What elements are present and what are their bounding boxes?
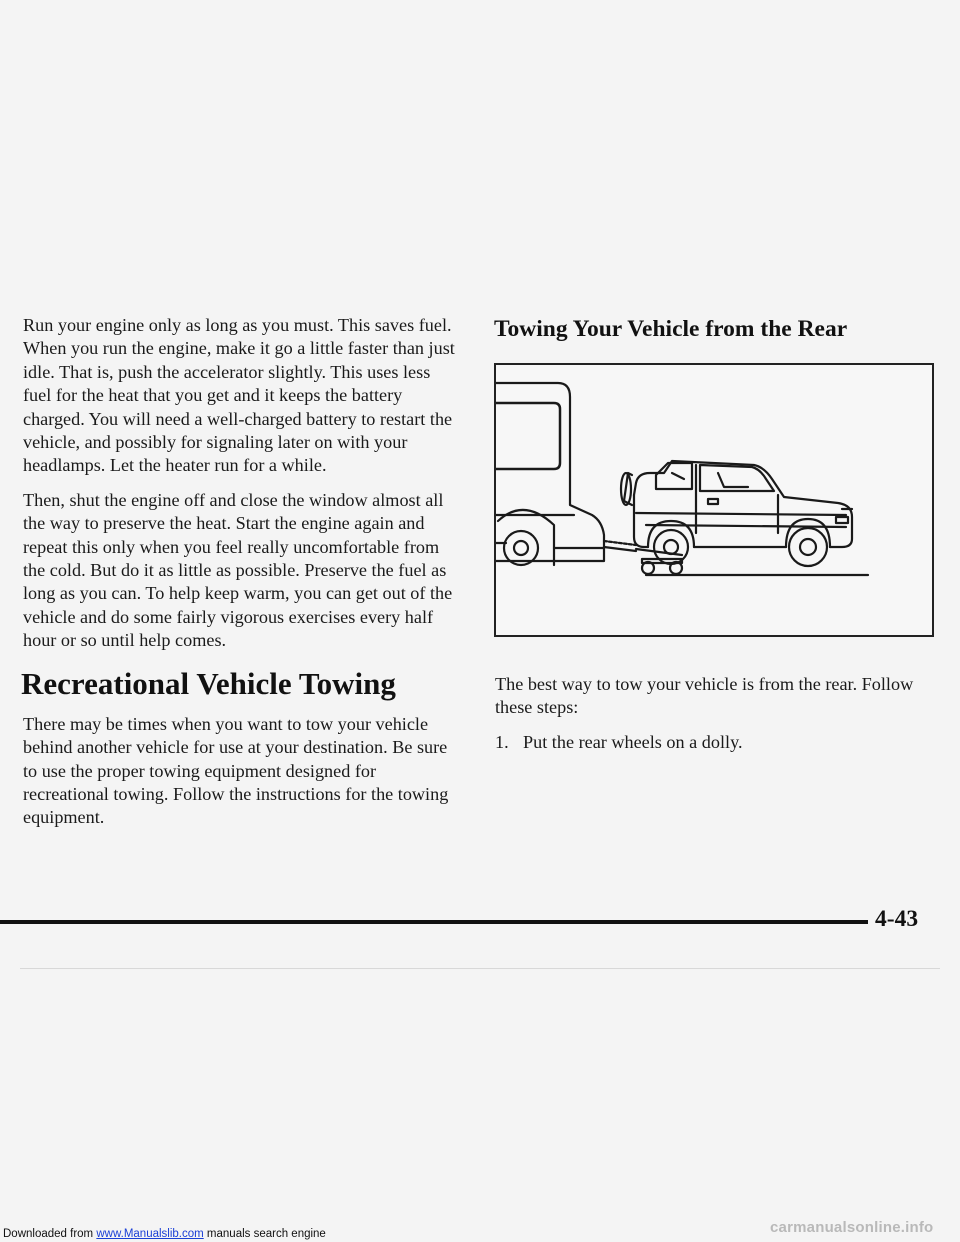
left-column (23, 314, 463, 841)
download-footer (3, 1228, 326, 1240)
subheading-towing-from-rear: Towing Your Vehicle from the Rear (494, 316, 848, 342)
paragraph-engine-run: Run your engine only as long as you must. This saves fuel. When you run the engine, make it go a little faster than just idle. That is, push the accelerator slightly. This uses less fuel for the heat that you get and it keeps the battery charged. You will need a well-charged battery to restart the vehicle, and possibly for signaling later on with your headlamps. Let the heater run for a while. (23, 315, 455, 476)
page-divider-rule (0, 920, 868, 924)
footer-prefix: Downloaded from (3, 1228, 94, 1240)
step-text: Put the rear wheels on a dolly. (523, 731, 743, 752)
right-column-heading (494, 314, 939, 344)
towing-illustration (494, 363, 934, 637)
section-title-recreational-towing: Recreational Vehicle Towing (21, 665, 396, 701)
paragraph-shut-engine: Then, shut the engine off and close the window almost all the way to preserve the heat. Start the engine again and repeat this only when you feel really uncomfortable from the cold. But do it as little as possible. Preserve the fuel as long as you can. To help keep warm, you can get out of the vehicle and do some fairly vigorous exercises every half hour or so until help comes. (23, 489, 453, 651)
step-number: 1. (495, 731, 509, 752)
step-item (495, 731, 940, 754)
motorhome-suv-dolly-drawing (496, 365, 932, 635)
scan-edge-line (20, 968, 940, 969)
watermark-text: carmanualsonline.info (770, 1219, 934, 1236)
footer-suffix: manuals search engine (206, 1228, 326, 1240)
paragraph-recreational-towing: There may be times when you want to tow your vehicle behind another vehicle for use at your destination. Be sure to use the proper towing equipment designed for recreational towing. Follow the instructions for the towing equipment. (23, 713, 449, 828)
paragraph-towing-intro: The best way to tow your vehicle is from the rear. Follow these steps: (495, 674, 914, 718)
manualslib-link[interactable]: www.Manualslib.com (96, 1228, 204, 1240)
right-column-text (495, 673, 940, 754)
page-number: 4-43 (875, 906, 919, 932)
